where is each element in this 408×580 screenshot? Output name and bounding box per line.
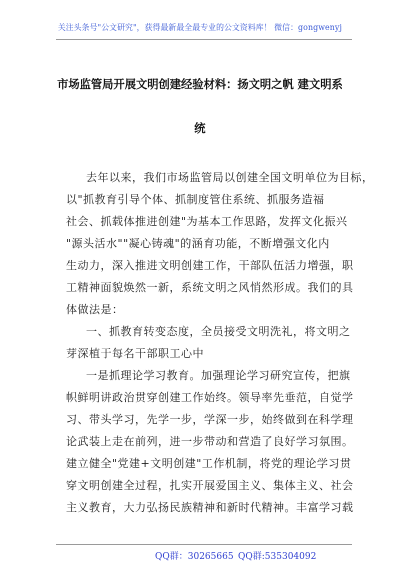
body-line: 生动力，深入推进文明创建工作，干部队伍活力增强，职 xyxy=(66,259,354,272)
footer-qq-group-2: QQ群:535304092 xyxy=(238,552,317,562)
body-line: 以"抓教育引导个体、抓制度管住系统、抓服务造福 xyxy=(66,193,325,206)
body-line: 习、带头学习，先学一步，学深一步，始终做到在科学理 xyxy=(66,413,354,426)
body-line: 工精神面貌焕然一新，系统文明之风悄然形成。我们的具 xyxy=(66,281,354,294)
body-line: "源头活水""凝心铸魂"的涵育功能，不断增强文化内 xyxy=(66,237,330,250)
body-line: 去年以来，我们市场监管局以创建全国文明单位为目标， xyxy=(86,171,374,184)
body-line: 主义教育，大力弘扬民族精神和新时代精神。丰富学习载 xyxy=(66,501,354,514)
body-line: 建立健全"党建+文明创建"工作机制，将党的理论学习贯 xyxy=(66,457,352,470)
document-title-line-1: 市场监管局开展文明创建经验材料：扬文明之帆 建文明系 xyxy=(57,77,343,91)
body-line: 芽深植于每名干部职工心中 xyxy=(66,347,204,360)
header-divider xyxy=(56,39,352,40)
body-line: 一是抓理论学习教育。加强理论学习研究宣传，把旗 xyxy=(86,369,351,382)
body-line: 穿文明创建全过程，扎实开展爱国主义、集体主义、社会 xyxy=(66,479,354,492)
body-line: 社会、抓载体推进创建"为基本工作思路，发挥文化振兴 xyxy=(66,215,348,228)
body-line: 体做法是： xyxy=(66,303,124,316)
body-line: 一、抓教育转变态度，全员接受文明洗礼，将文明之 xyxy=(86,325,351,338)
header-promo-note: 关注头条号"公文研究"，获得最新最全最专业的公文资料库！ 微信：gongwenyj xyxy=(57,23,342,32)
footer-divider xyxy=(56,544,352,545)
body-line: 帜鲜明讲政治贯穿创建工作始终。领导率先垂范，自觉学 xyxy=(66,391,354,404)
footer-qq-group-1: QQ群：30265665 xyxy=(155,552,234,562)
body-line: 论武装上走在前列，进一步带动和营造了良好学习氛围。 xyxy=(66,435,354,448)
document-title-line-2: 统 xyxy=(194,121,206,135)
